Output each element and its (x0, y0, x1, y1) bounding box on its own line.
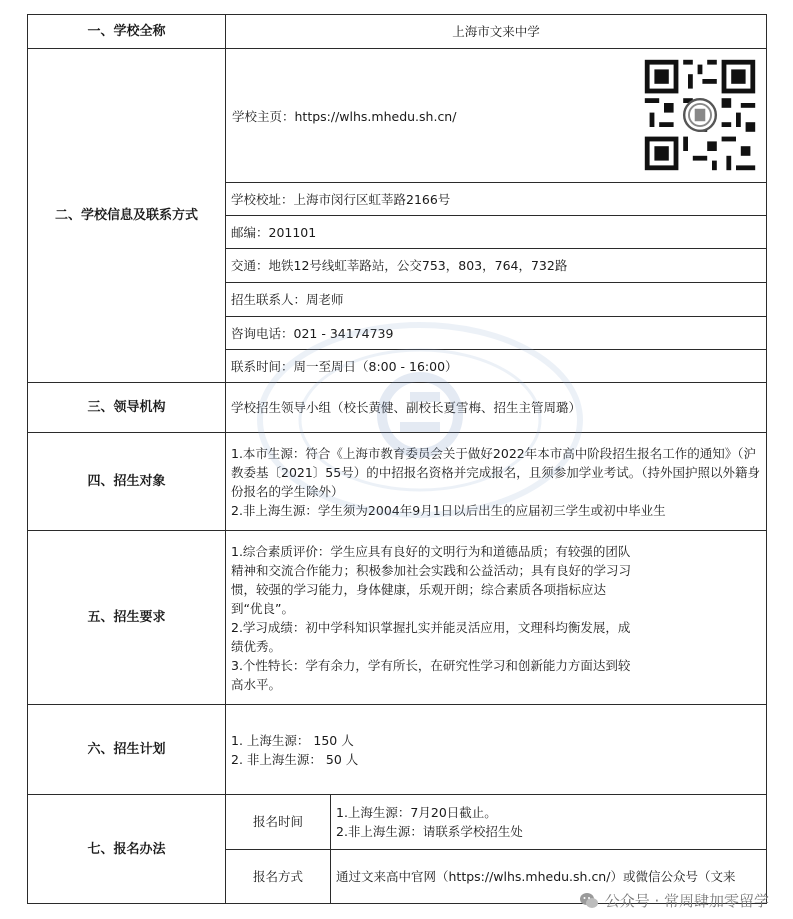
label-plan: 六、招生计划 (28, 705, 226, 795)
value-school-name: 上海市文来中学 (226, 15, 767, 49)
row-requirements (28, 531, 767, 705)
row-registration (28, 795, 767, 904)
row-plan (28, 705, 767, 795)
target-nonlocal: 2.非上海生源：学生须为2004年9月1日以后出生的应届初三学生或初中毕业生 (231, 502, 666, 518)
account-watermark (579, 890, 769, 911)
enrollment-table (27, 14, 767, 904)
label-reg-time: 报名时间 (226, 795, 331, 849)
row-leadership (28, 383, 767, 433)
requirement-quality: 1.综合素质评价：学生应具有良好的文明行为和道德品质；有较强的团队精神和交流合作能力；积极参加社会实践和公益活动；具有良好的学习习惯，较强的学习能力，身体健康，乐观开朗；综合素质各项指标应达到“优良”。 (231, 543, 632, 616)
address-text: 学校校址：上海市闵行区虹莘路2166号 (226, 183, 767, 216)
leadership-text: 学校招生领导小组（校长黄健、副校长夏雪梅、招生主管周璐） (226, 383, 767, 433)
label-school-name: 一、学校全称 (28, 15, 226, 49)
hours-text: 联系时间：周一至周日（8:00 - 16:00） (226, 350, 767, 383)
watermark-text: 公众号 · 常周肆加零留学 (604, 892, 769, 910)
reg-time-nonlocal: 2.非上海生源：请联系学校招生处 (336, 823, 523, 839)
cell-homepage (226, 49, 767, 183)
qr-code-icon (640, 55, 760, 175)
reg-time-local: 1.上海生源：7月20日截止。 (336, 804, 497, 820)
label-registration: 七、报名办法 (28, 795, 226, 904)
contact-person-text: 招生联系人：周老师 (226, 283, 767, 317)
transport-text: 交通：地铁12号线虹莘路站，公交753，803，764，732路 (226, 249, 767, 283)
requirement-grades: 2.学习成绩：初中学科知识掌握扎实并能灵活应用，文理科均衡发展，成绩优秀。 (231, 619, 631, 654)
label-requirements: 五、招生要求 (28, 531, 226, 705)
cell-reg-time (331, 795, 767, 849)
cell-requirements (226, 531, 767, 705)
label-target: 四、招生对象 (28, 433, 226, 531)
label-contact: 二、学校信息及联系方式 (28, 49, 226, 383)
cell-plan (226, 705, 767, 795)
label-leadership: 三、领导机构 (28, 383, 226, 433)
label-reg-method: 报名方式 (226, 849, 331, 903)
homepage-text[interactable]: 学校主页：https://wlhs.mhedu.sh.cn/ (232, 109, 457, 124)
requirement-talent: 3.个性特长：学有余力，学有所长，在研究性学习和创新能力方面达到较高水平。 (231, 657, 631, 692)
cell-target (226, 433, 767, 531)
plan-nonlocal: 2. 非上海生源： 50 人 (231, 751, 359, 767)
row-homepage (28, 49, 767, 183)
row-school-name (28, 15, 767, 49)
postcode-text: 邮编：201101 (226, 216, 767, 249)
row-target (28, 433, 767, 531)
plan-local: 1. 上海生源： 150 人 (231, 732, 354, 748)
subrow-time (226, 795, 766, 849)
phone-text: 咨询电话：021 - 34174739 (226, 317, 767, 350)
reg-method-text: 通过文来高中官网（https://wlhs.mhedu.sh.cn/）或微信公众号（文来 (331, 849, 767, 903)
target-local: 1.本市生源：符合《上海市教育委员会关于做好2022年本市高中阶段招生报名工作的通知》（沪教委基〔2021〕55号）的中招报名资格并完成报名，且须参加学业考试。（持外国护照以外籍身份报名的学生除外） (231, 445, 760, 499)
registration-subtable (226, 795, 766, 903)
cell-registration (226, 795, 767, 904)
wechat-icon (579, 892, 599, 910)
